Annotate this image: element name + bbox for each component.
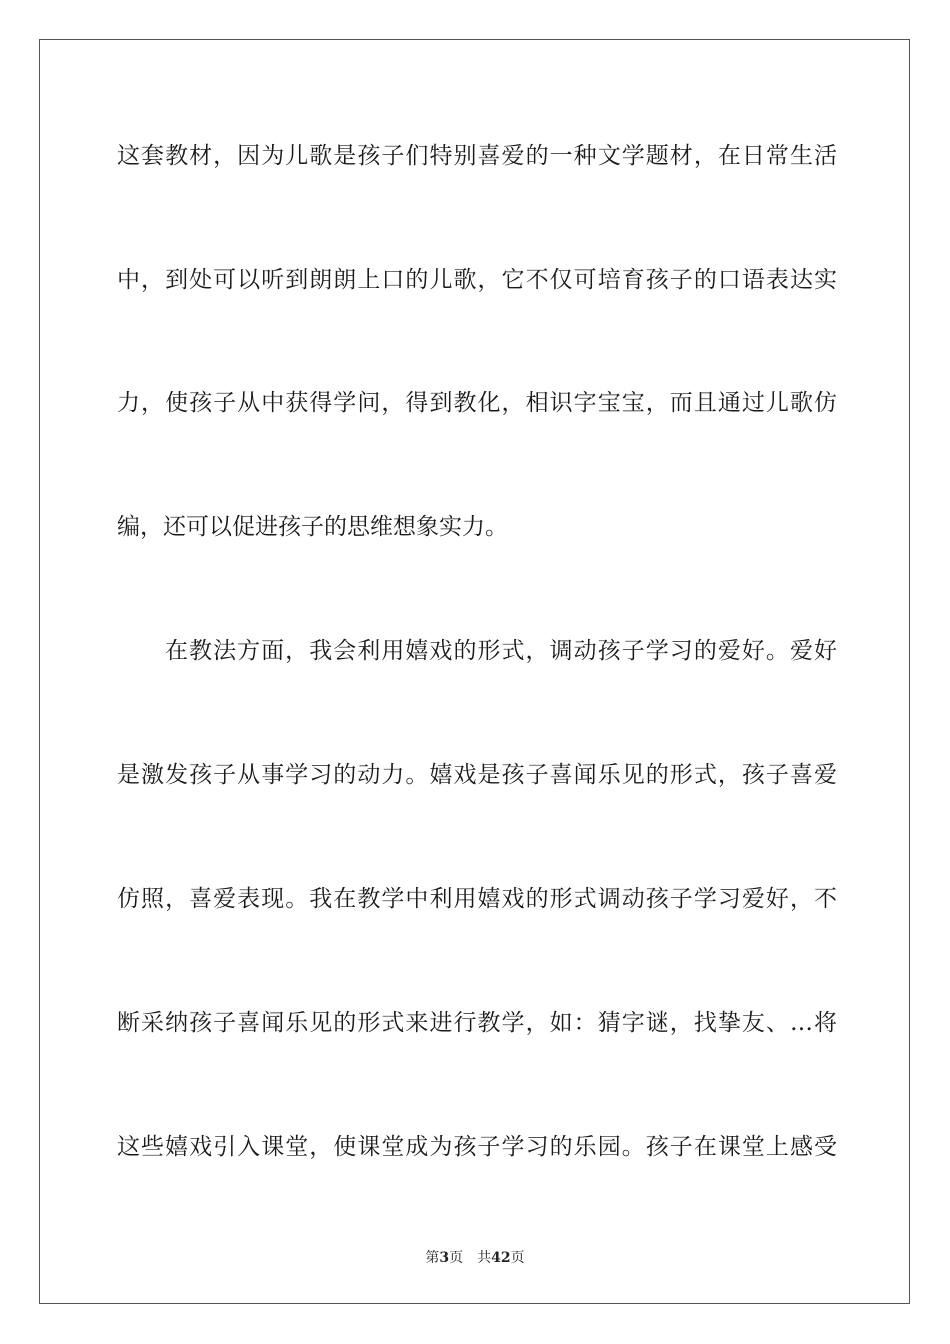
page-border xyxy=(39,39,910,1304)
body-line-3: 力，使孩子从中获得学问，得到教化，相识字宝宝，而且通过儿歌仿 xyxy=(117,390,837,416)
footer-total-pages: 42 xyxy=(491,1250,511,1266)
body-line-6: 是激发孩子从事学习的动力。嬉戏是孩子喜闻乐见的形式，孩子喜爱 xyxy=(117,762,837,788)
body-line-9: 这些嬉戏引入课堂，使课堂成为孩子学习的乐园。孩子在课堂上感受 xyxy=(117,1134,837,1160)
footer-page-suffix: 页 xyxy=(449,1250,464,1266)
body-line-8: 断采纳孩子喜闻乐见的形式来进行教学，如：猜字谜，找挚友、…将 xyxy=(117,1010,837,1036)
page-footer xyxy=(0,1249,950,1267)
body-line-7: 仿照，喜爱表现。我在教学中利用嬉戏的形式调动孩子学习爱好，不 xyxy=(117,886,837,912)
body-line-5: 在教法方面，我会利用嬉戏的形式，调动孩子学习的爱好。爱好 xyxy=(165,638,837,664)
body-line-2: 中，到处可以听到朗朗上口的儿歌，它不仅可培育孩子的口语表达实 xyxy=(117,267,837,293)
footer-total-suffix: 页 xyxy=(510,1250,525,1266)
body-line-4: 编，还可以促进孩子的思维想象实力。 xyxy=(117,514,508,540)
footer-total-prefix: 共 xyxy=(477,1250,492,1266)
body-line-1: 这套教材，因为儿歌是孩子们特别喜爱的一种文学题材，在日常生活 xyxy=(117,143,837,169)
footer-page-prefix: 第 xyxy=(425,1250,440,1266)
footer-page-number: 3 xyxy=(439,1250,450,1266)
